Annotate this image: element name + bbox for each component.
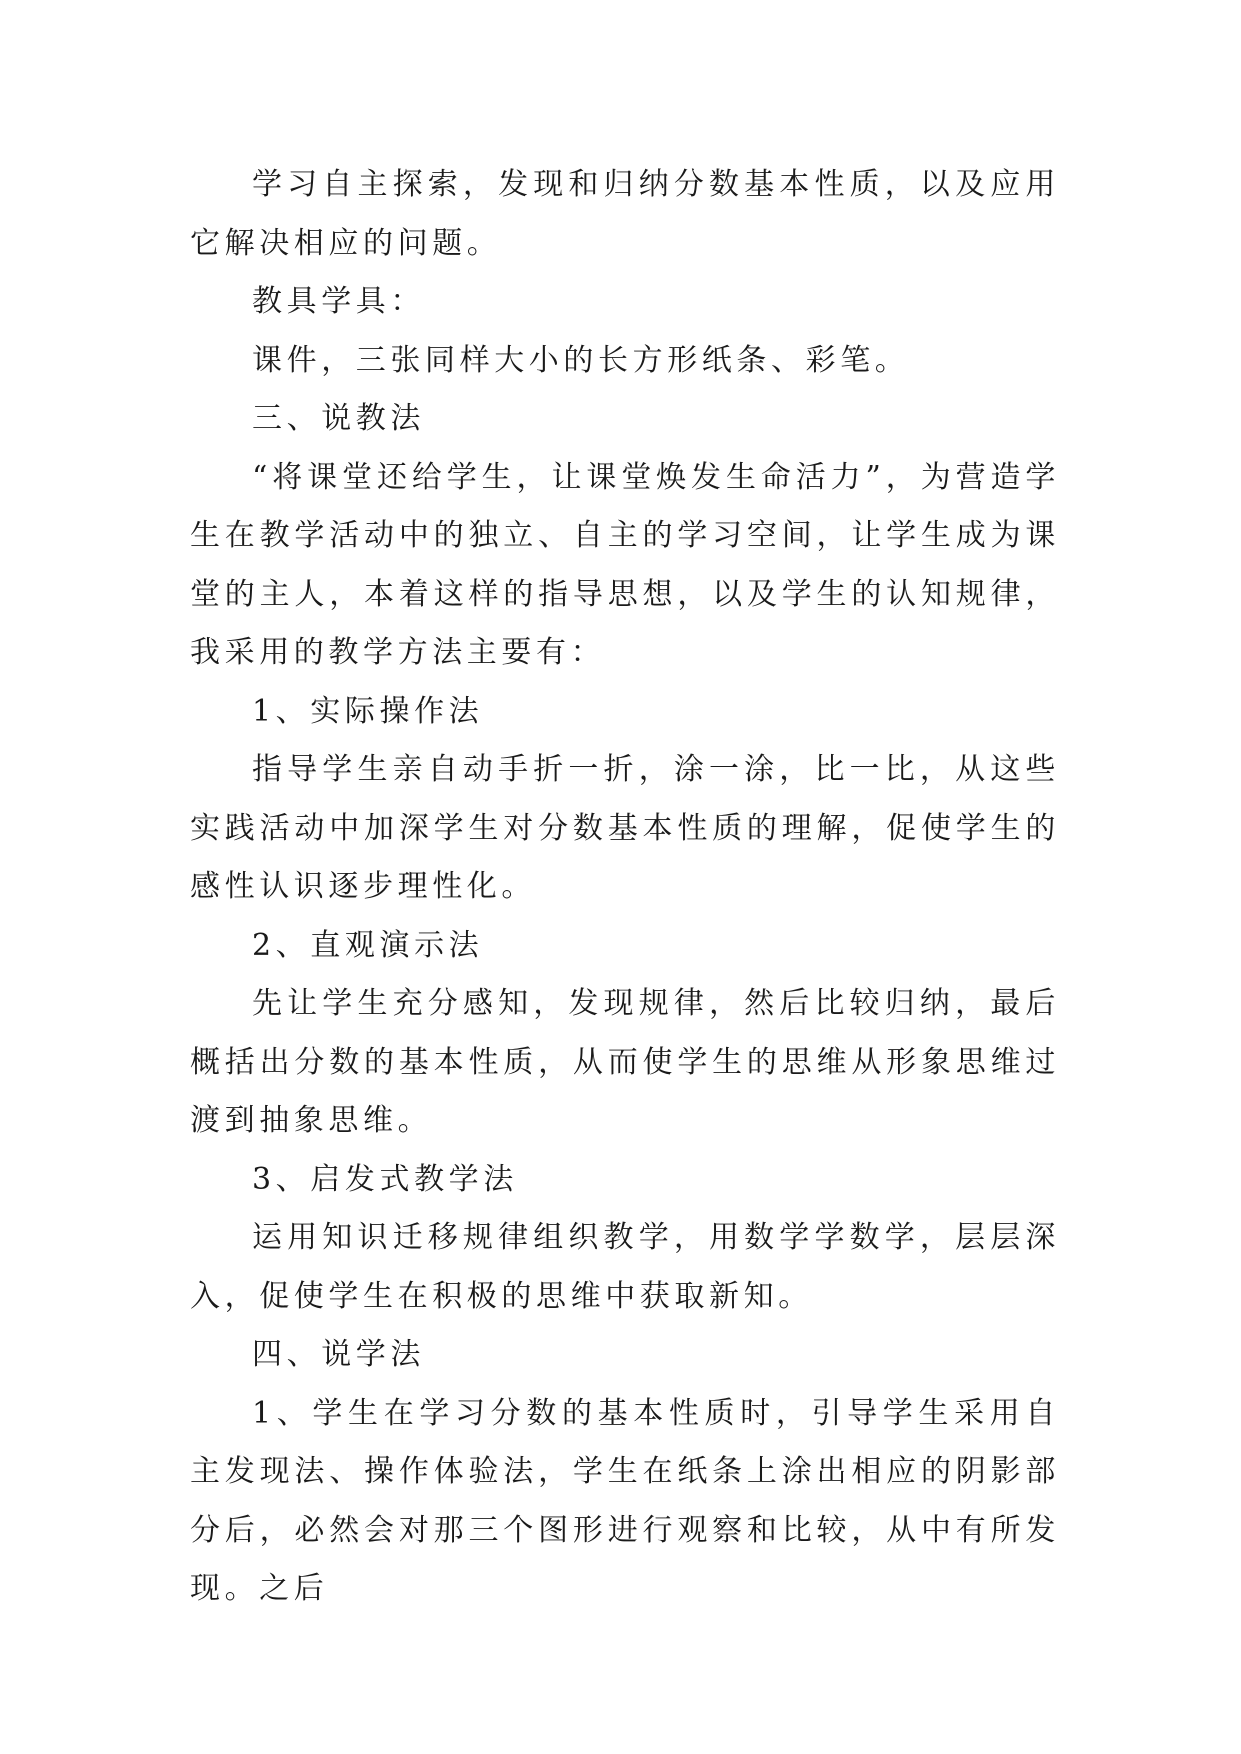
section-heading-teaching-methods: 三、说教法 (252, 401, 425, 436)
paragraph-teaching-aids: 课件，三张同样大小的长方形纸条、彩笔。 (252, 342, 910, 378)
paragraph-learning-goal: 学习自主探索，发现和归纳分数基本性质，以及应用它解决相应的问题。 (190, 167, 1060, 261)
paragraph-learning-method-1: 1、学生在学习分数的基本性质时，引导学生采用自主发现法、操作体验法，学生在纸条上涂出相应的阴影部分后，必然会对那三个图形进行观察和比较，从中有所发现。之后 (190, 1395, 1060, 1606)
paragraph-teaching-philosophy: “将课堂还给学生，让课堂焕发生命活力”，为营造学生在教学活动中的独立、自主的学习空间，让学生成为课堂的主人，本着这样的指导思想，以及学生的认知规律，我采用的教学方法主要有： (190, 459, 1060, 670)
paragraph-demonstration: 先让学生充分感知，发现规律，然后比较归纳，最后概括出分数的基本性质，从而使学生的思维从形象思维过渡到抽象思维。 (190, 986, 1060, 1138)
method-heading-heuristic: 3、启发式教学法 (252, 1161, 518, 1197)
method-heading-hands-on: 1、实际操作法 (252, 693, 484, 729)
section-heading-learning-methods: 四、说学法 (252, 1337, 425, 1372)
method-heading-demonstration: 2、直观演示法 (252, 927, 484, 963)
paragraph-heuristic: 运用知识迁移规律组织教学，用数学学数学，层层深入，促使学生在积极的思维中获取新知。 (190, 1220, 1060, 1314)
document-body (190, 156, 1060, 1619)
paragraph-teaching-aids-heading: 教具学具： (252, 284, 425, 319)
paragraph-hands-on: 指导学生亲自动手折一折，涂一涂，比一比，从这些实践活动中加深学生对分数基本性质的理解，促使学生的感性认识逐步理性化。 (190, 752, 1060, 904)
